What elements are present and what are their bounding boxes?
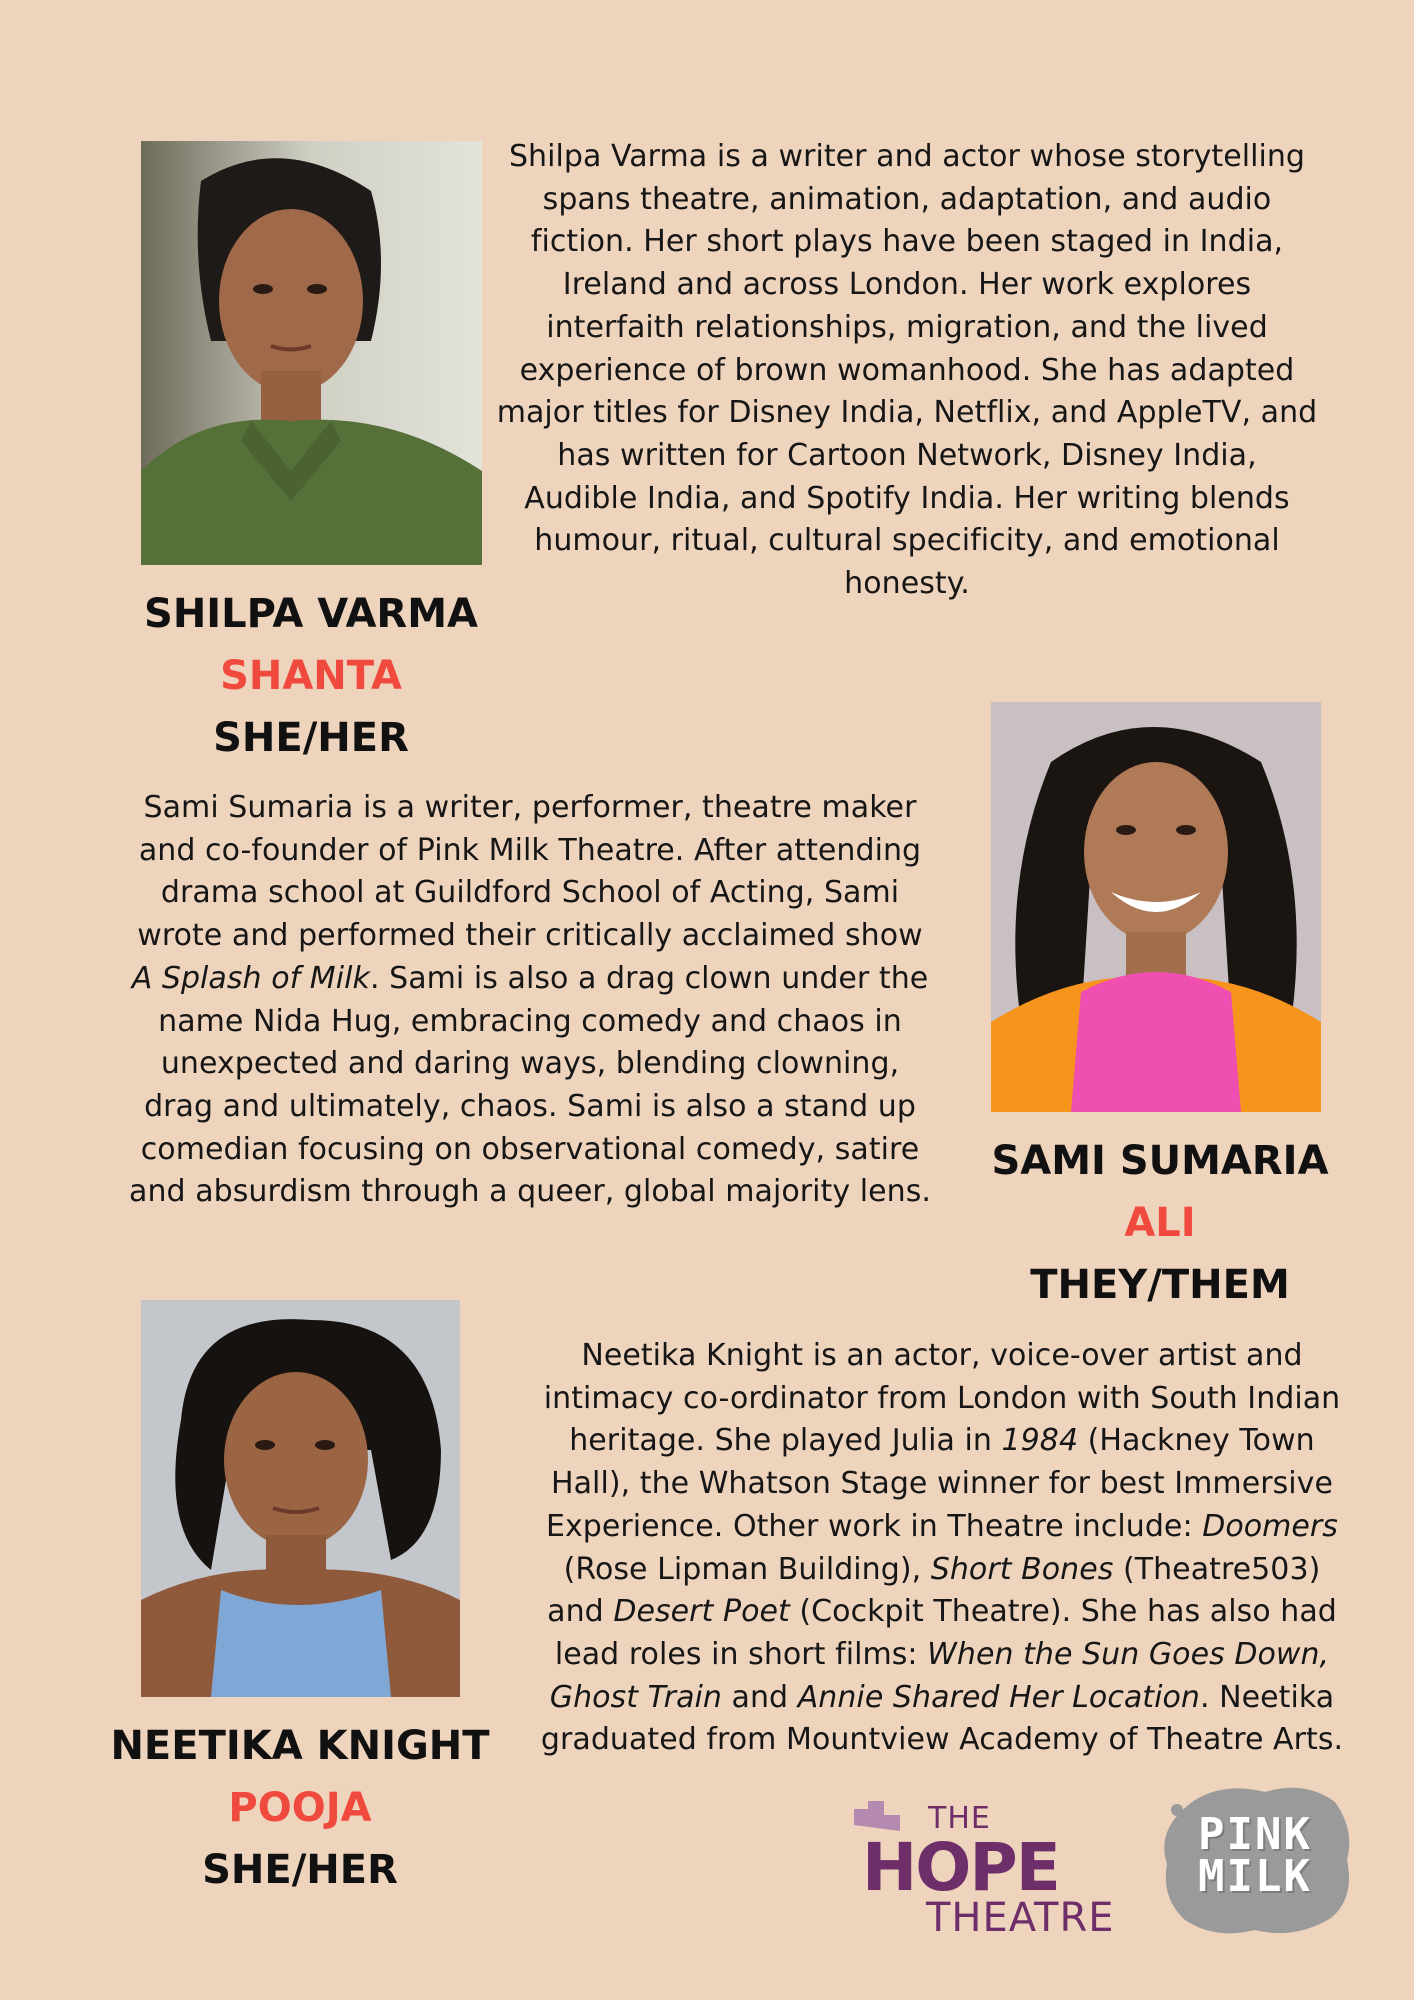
pink-milk-text: [1155, 1809, 1355, 1902]
bio-line: drag and ultimately, chaos. Sami is also a stand up: [144, 1088, 916, 1124]
hope-theatre-logo: [844, 1795, 1134, 1941]
pronouns: THEY/THEM: [1030, 1262, 1290, 1308]
show-title: A Splash of Milk: [131, 960, 370, 996]
bio-line: unexpected and daring ways, blending clowning,: [160, 1046, 900, 1082]
shilpa-varma-credit: [111, 583, 511, 769]
bio-text: (Cockpit Theatre). She has also had: [789, 1594, 1337, 1630]
performer-name: SAMI SUMARIA: [991, 1138, 1329, 1184]
bio-line: fiction. Her short plays have been staged in India,: [530, 224, 1284, 260]
shilpa-varma-bio: [492, 136, 1322, 606]
show-title: 1984: [1001, 1423, 1079, 1459]
bio-text: and: [547, 1594, 614, 1630]
hope-word-text: HOPE: [862, 1829, 1059, 1906]
hope-theatre-text: THEATRE: [926, 1895, 1115, 1941]
show-title: Ghost Train: [549, 1679, 722, 1715]
bio-line: graduated from Mountview Academy of Theatre Arts.: [540, 1722, 1344, 1758]
pronouns: SHE/HER: [213, 715, 409, 761]
bio-line: Hall), the Whatson Stage winner for best Immersive: [551, 1466, 1333, 1502]
pink-milk-line1: PINK: [1198, 1809, 1312, 1860]
pink-milk-line2: MILK: [1198, 1851, 1312, 1902]
bio-text: (Rose Lipman Building),: [563, 1551, 931, 1587]
bio-line: interfaith relationships, migration, and the lived: [546, 309, 1268, 345]
bio-line: [512, 1549, 1372, 1592]
bio-line: wrote and performed their critically acclaimed show: [137, 918, 923, 954]
bio-line: and co-founder of Pink Milk Theatre. After attending: [138, 832, 922, 868]
neetika-knight-photo: [141, 1300, 460, 1697]
bio-text: and: [721, 1679, 798, 1715]
bio-text: Experience. Other work in Theatre include:: [545, 1508, 1203, 1544]
bio-line: [512, 1506, 1372, 1549]
bio-line: [512, 1677, 1372, 1720]
neetika-knight-credit: [100, 1715, 500, 1901]
bio-line: honesty.: [844, 566, 970, 602]
show-title: Desert Poet: [613, 1594, 790, 1630]
bio-line: drama school at Guildford School of Acting, Sami: [160, 875, 900, 911]
bio-line: Audible India, and Spotify India. Her writing blends: [524, 480, 1290, 516]
show-title: Doomers: [1202, 1508, 1338, 1544]
bio-text: lead roles in short films:: [554, 1636, 928, 1672]
bio-line: Ireland and across London. Her work explores: [562, 267, 1252, 303]
show-title: When the Sun Goes Down,: [927, 1636, 1330, 1672]
bio-line: [512, 1634, 1372, 1677]
performer-name: SHILPA VARMA: [144, 591, 478, 637]
performer-name: NEETIKA KNIGHT: [110, 1723, 490, 1769]
bio-line: [100, 958, 960, 1001]
show-title: Annie Shared Her Location: [797, 1679, 1200, 1715]
show-title: Short Bones: [930, 1551, 1114, 1587]
bio-text: heritage. She played Julia in: [569, 1423, 1002, 1459]
bio-line: Neetika Knight is an actor, voice-over artist and: [581, 1338, 1303, 1373]
bio-text: (Hackney Town: [1078, 1423, 1315, 1459]
character-role: SHANTA: [220, 653, 402, 699]
pink-milk-logo: [1155, 1780, 1355, 1940]
character-role: POOJA: [228, 1785, 372, 1831]
bio-line: Sami Sumaria is a writer, performer, theatre maker: [143, 790, 917, 825]
sami-sumaria-credit: [960, 1130, 1360, 1316]
bio-text: (Theatre503): [1113, 1551, 1321, 1587]
neetika-knight-bio: [512, 1335, 1372, 1762]
bio-line: and absurdism through a queer, global majority lens.: [129, 1174, 931, 1210]
bio-line: humour, ritual, cultural specificity, and emotional: [534, 523, 1280, 559]
hope-the-text: THE: [928, 1801, 991, 1836]
bio-line: major titles for Disney India, Netflix, and AppleTV, and: [496, 395, 1318, 431]
bio-text: . Neetika: [1199, 1679, 1335, 1715]
sami-sumaria-bio: [100, 787, 960, 1214]
bio-line: [512, 1420, 1372, 1463]
bio-line: intimacy co-ordinator from London with South Indian: [543, 1380, 1341, 1416]
bio-line: Shilpa Varma is a writer and actor whose storytelling: [508, 139, 1306, 174]
bio-line: comedian focusing on observational comedy, satire: [140, 1131, 920, 1167]
bio-line: experience of brown womanhood. She has adapted: [519, 352, 1295, 388]
sami-sumaria-photo: [991, 702, 1321, 1112]
bio-text: . Sami is also a drag clown under the: [369, 960, 929, 996]
shilpa-varma-photo: [141, 141, 482, 565]
pronouns: SHE/HER: [202, 1847, 398, 1893]
bio-line: spans theatre, animation, adaptation, and audio: [542, 181, 1272, 217]
bio-line: has written for Cartoon Network, Disney India,: [557, 437, 1257, 473]
character-role: ALI: [1124, 1200, 1196, 1246]
bio-line: name Nida Hug, embracing comedy and chaos in: [158, 1003, 902, 1039]
bio-line: [512, 1591, 1372, 1634]
